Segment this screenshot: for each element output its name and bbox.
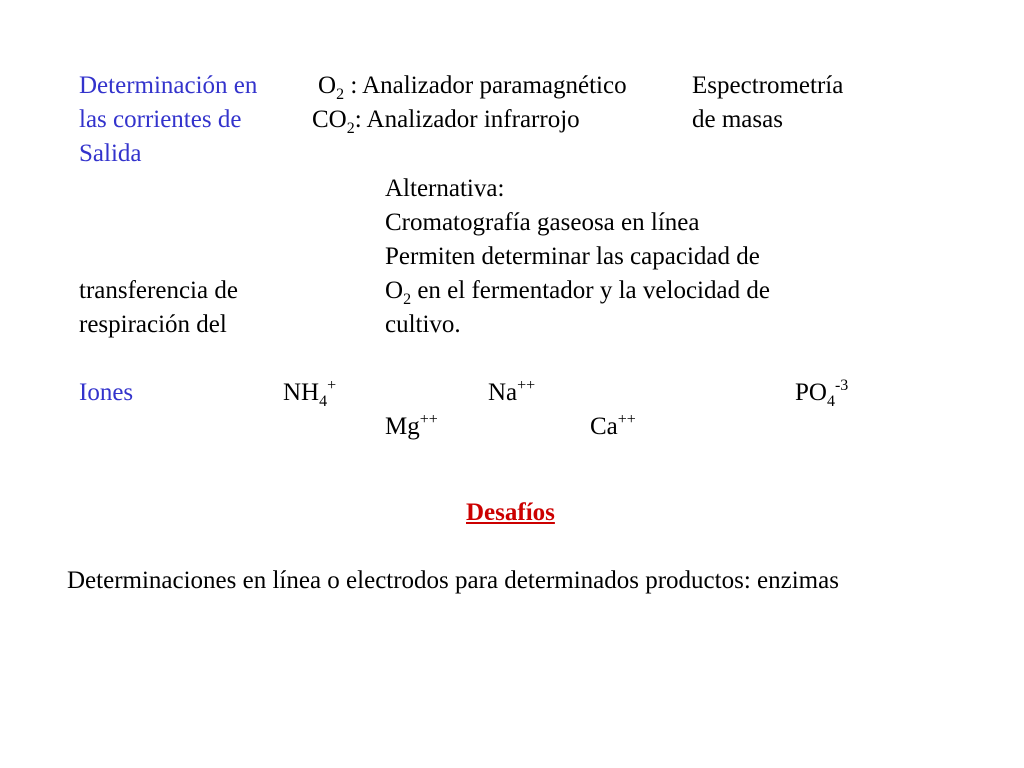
alternative-line-1: Alternativa: <box>385 175 505 202</box>
respiration-label: respiración del <box>79 311 227 338</box>
alternative-line-5: cultivo. <box>385 311 461 338</box>
o2-analyzer-text: : Analizador paramagnético <box>344 72 627 99</box>
transfer-label: transferencia de <box>79 277 238 304</box>
co2-analyzer-text: : Analizador infrarrojo <box>354 106 580 133</box>
ions-label: Iones <box>79 379 134 406</box>
challenges-title: Desafíos <box>466 499 555 526</box>
ion-nh4-sub: 4 <box>319 393 328 410</box>
ion-po4-base: PO <box>795 379 827 406</box>
ion-na-sup: ++ <box>517 377 536 394</box>
alternative-line-3: Permiten determinar las capacidad de <box>385 243 760 270</box>
ion-na-base: Na <box>488 379 518 406</box>
ion-po4-sup: -3 <box>834 377 849 394</box>
outlet-label-line-3: Salida <box>79 140 142 167</box>
alternative-line-4 <box>385 277 770 308</box>
co2-formula-base: CO <box>312 106 347 133</box>
ion-ca-sup: ++ <box>617 411 636 428</box>
ion-po4-sub: 4 <box>826 393 835 410</box>
ion-na <box>488 377 536 406</box>
ion-mg-sup: ++ <box>419 411 438 428</box>
alternative-line-2: Cromatografía gaseosa en línea <box>385 209 700 236</box>
alternative-o2-sub: 2 <box>403 291 412 308</box>
co2-formula-sub: 2 <box>346 120 355 137</box>
challenges-text: Determinaciones en línea o electrodos para determinados productos: enzimas <box>67 567 839 594</box>
o2-formula-base: O <box>318 72 337 99</box>
mass-spectrometry-line-1: Espectrometría <box>692 72 844 99</box>
outlet-label-line-2: las corrientes de <box>79 106 242 133</box>
o2-analyzer-line <box>318 72 627 103</box>
co2-analyzer-line <box>312 106 580 137</box>
mass-spectrometry-line-2: de masas <box>692 106 783 133</box>
ion-mg-base: Mg <box>385 413 420 440</box>
ion-mg <box>385 411 438 440</box>
ion-ca-base: Ca <box>590 413 618 440</box>
alternative-line-4-text: en el fermentador y la velocidad de <box>411 277 770 304</box>
outlet-label-line-1: Determinación en <box>79 72 258 99</box>
ion-nh4-base: NH <box>283 379 320 406</box>
ion-nh4 <box>283 377 337 410</box>
o2-formula-sub: 2 <box>336 86 345 103</box>
ion-nh4-sup: + <box>327 377 337 394</box>
ion-ca <box>590 411 636 440</box>
ion-po4 <box>795 377 849 410</box>
alternative-o2-base: O <box>385 277 404 304</box>
